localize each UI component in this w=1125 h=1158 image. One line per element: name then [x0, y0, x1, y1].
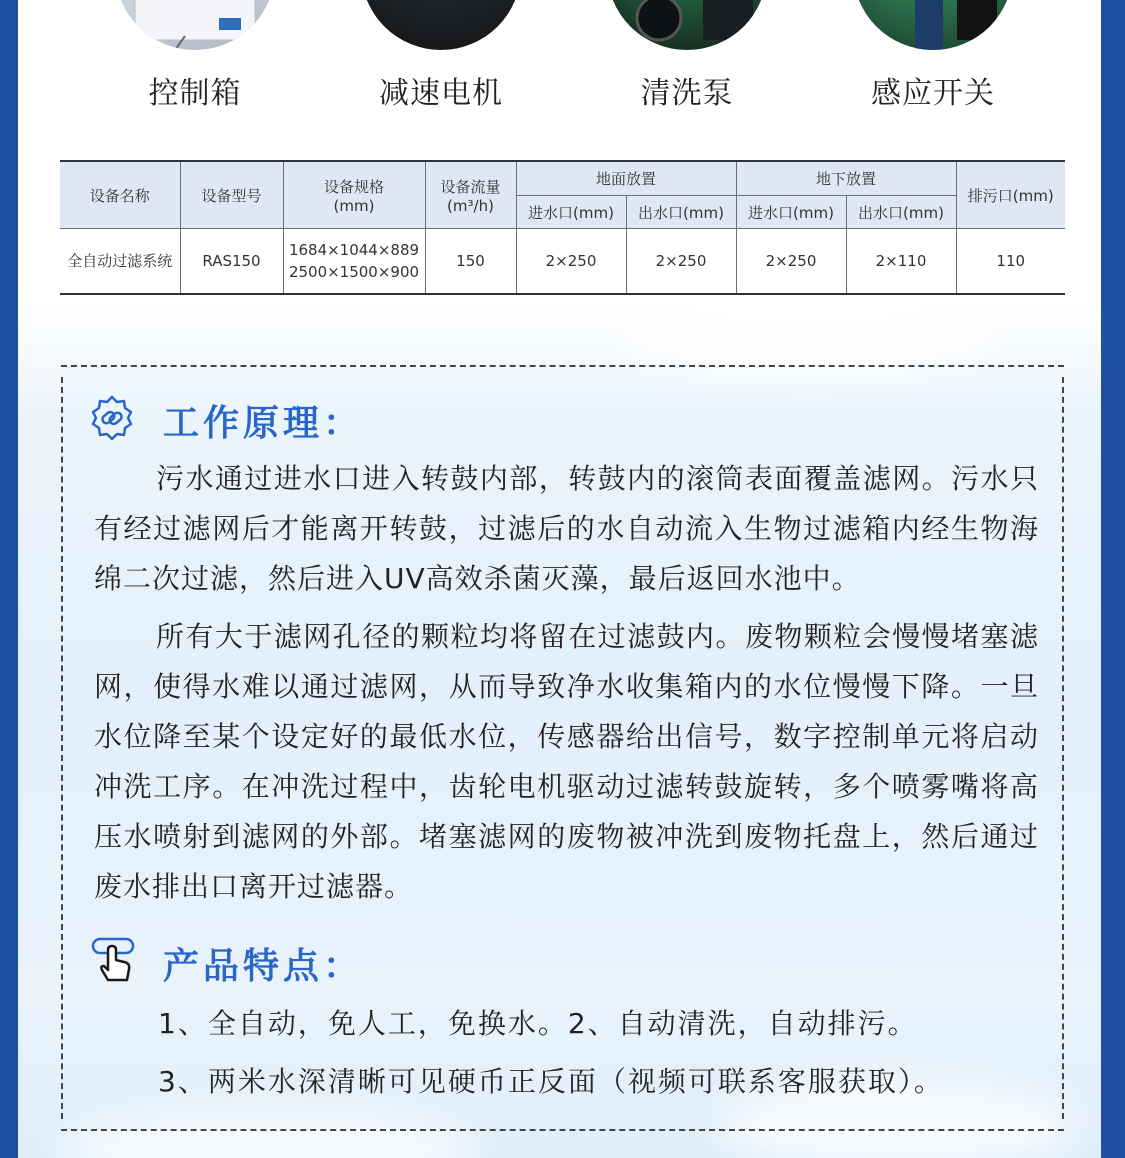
header-ground-inlet: 进水口(mm) — [516, 196, 626, 229]
page-panel — [18, 0, 1101, 1158]
cell-name: 全自动过滤系统 — [60, 229, 180, 295]
features-title: 产品特点： — [163, 946, 364, 987]
pointer-hand-icon — [90, 936, 138, 984]
part-label: 减速电机 — [379, 76, 503, 111]
link-badge-icon — [88, 394, 136, 442]
principle-paragraph-2: 所有大于滤网孔径的颗粒均将留在过滤鼓内。废物颗粒会慢慢堵塞滤网，使得水难以通过滤网，从而导致净水收集箱内的水位慢慢下降。一旦水位降至某个设定好的最低水位，传感器给出信号，数字控制单元将启动冲洗工序。在冲洗过程中，齿轮电机驱动过滤转鼓旋转，多个喷雾嘴将高压水喷射到滤网的外部。堵塞滤网的废物被冲洗到废物托盘上，然后通过废水排出口离开过滤器。 — [94, 620, 1039, 903]
header-spec — [283, 161, 425, 229]
principle-title: 工作原理： — [163, 403, 364, 444]
cell-ground-outlet: 2×250 — [626, 229, 736, 295]
header-spec-text: 设备规格 — [323, 177, 384, 196]
header-under-inlet: 进水口(mm) — [736, 196, 846, 229]
principle-paragraph-1: 污水通过进水口进入转鼓内部，转鼓内的滚筒表面覆盖滤网。污水只有经过滤网后才能离开转鼓，过滤后的水自动流入生物过滤箱内经生物海绵二次过滤，然后进入UV高效杀菌灭藻，最后返回水池中。 — [94, 462, 1039, 595]
cleaning-pump-photo — [607, 0, 767, 50]
gear-motor-photo — [361, 0, 521, 50]
header-flow — [425, 161, 516, 229]
part-label: 感应开关 — [871, 76, 995, 111]
features-line-2: 3、两米水深清晰可见硬币正反面（视频可联系客服获取）。 — [158, 1065, 944, 1098]
cell-spec-1: 1684×1044×889 — [288, 241, 420, 259]
sensor-switch-photo — [853, 0, 1013, 50]
table-row — [60, 229, 1065, 295]
cell-spec-2: 2500×1500×900 — [288, 263, 420, 281]
header-ground: 地面放置 — [516, 161, 736, 196]
header-underground: 地下放置 — [736, 161, 956, 196]
header-under-outlet: 出水口(mm) — [846, 196, 956, 229]
features-line-1: 1、全自动，免人工，免换水。2、自动清洗，自动排污。 — [158, 1007, 918, 1040]
spec-table — [60, 160, 1065, 295]
cell-ground-inlet: 2×250 — [516, 229, 626, 295]
header-name: 设备名称 — [60, 161, 180, 229]
cell-drain: 110 — [956, 229, 1065, 295]
header-spec-unit: (mm) — [333, 196, 375, 215]
header-flow-text: 设备流量 — [440, 177, 501, 196]
part-label: 清洗泵 — [640, 76, 734, 111]
control-box-photo — [115, 0, 275, 50]
cell-under-outlet: 2×110 — [846, 229, 956, 295]
header-model: 设备型号 — [180, 161, 283, 229]
header-ground-outlet: 出水口(mm) — [626, 196, 736, 229]
cell-flow: 150 — [425, 229, 516, 295]
cell-model: RAS150 — [180, 229, 283, 295]
part-label: 控制箱 — [148, 76, 242, 111]
header-drain: 排污口(mm) — [956, 161, 1065, 229]
header-flow-unit: (m³/h) — [447, 196, 494, 215]
cell-spec — [283, 229, 425, 295]
cell-under-inlet: 2×250 — [736, 229, 846, 295]
